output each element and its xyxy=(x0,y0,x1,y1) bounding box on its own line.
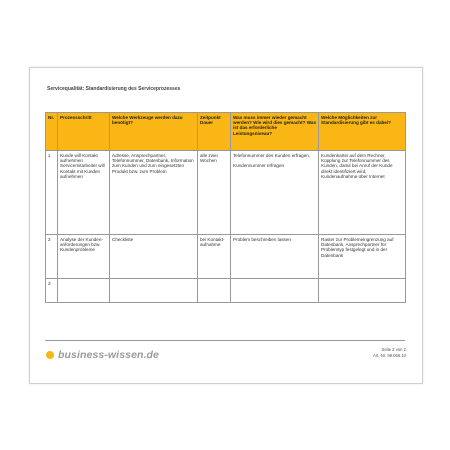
row-what xyxy=(231,151,319,235)
header-standardize: Welche Möglichkeiten zur Standardisierung gibt es dabei? xyxy=(319,113,406,151)
row-nr: 2 xyxy=(46,235,58,279)
header-timing: Zeitpunkt Dauer xyxy=(198,113,231,151)
row-step: Kunde will Kontakt aufnehmen Servicemitarbeiter will Kontakt mit Kunden aufnehmen xyxy=(58,151,110,235)
row-what xyxy=(231,235,319,279)
row-what-line: Problem beschreiben lassen xyxy=(233,236,291,242)
table-header-row xyxy=(46,113,406,151)
row-standardize: Raster zur Problemeingrenzung auf Datenbank, Ansprechpartner für Problemtyp festgelegt und in der Datenbank xyxy=(319,235,406,279)
header-what: Was muss immer wieder gemacht werden? Wie wird dies gemacht? Was ist das erforderliche Leistungsniveau? xyxy=(231,113,319,151)
footer-divider xyxy=(45,340,405,341)
brand-dot-icon xyxy=(46,351,54,359)
header-tools: Welche Werkzeuge werden dazu benötigt? xyxy=(110,113,198,151)
row-what-line: Telefonnummer des Kunden erfragen, xyxy=(233,152,311,158)
row-timing: bei Kontakt-aufnahme xyxy=(198,235,231,279)
row-standardize: Kundenkartei auf dem Rechner, Kopplung zur Telefonnummer des Kunden, damit bei Anruf der Kunde direkt identifiziert wird, Kundenaufnahme über Internet xyxy=(319,151,406,235)
row-tools: Checkliste xyxy=(110,235,198,279)
row-tools: Adresse, Ansprechpartner, Telefonnummer, Datenbank, Information zum Kunden und zum eingesetzten Produkt bzw. zum Problem xyxy=(110,151,198,235)
table-row xyxy=(46,151,406,235)
row-step xyxy=(58,279,110,303)
brand-name: business-wissen.de xyxy=(58,349,160,361)
page-number: Seite 2 von 2 xyxy=(381,347,406,352)
table-row xyxy=(46,279,406,303)
process-table xyxy=(45,112,406,303)
row-timing xyxy=(198,279,231,303)
row-what xyxy=(231,279,319,303)
row-standardize xyxy=(319,279,406,303)
row-tools xyxy=(110,279,198,303)
row-timing: alle zwei Wochen xyxy=(198,151,231,235)
row-what-line: Kundennummer erfragen xyxy=(233,163,285,169)
row-step: Analyse der Kunden-anforderungen bzw. Kundenprobleme xyxy=(58,235,110,279)
page-info xyxy=(373,347,406,359)
table-row xyxy=(46,235,406,279)
document-page xyxy=(29,67,423,384)
header-nr: Nr. xyxy=(46,113,58,151)
row-nr: 3 xyxy=(46,279,58,303)
document-title: Servicequalität: Standardisierung des Serviceprozesses xyxy=(47,86,181,92)
row-nr: 1 xyxy=(46,151,58,235)
header-step: Prozessschritt xyxy=(58,113,110,151)
brand-logo xyxy=(46,349,159,361)
article-number: Art.-Nr. 99.066.10 xyxy=(372,353,406,358)
